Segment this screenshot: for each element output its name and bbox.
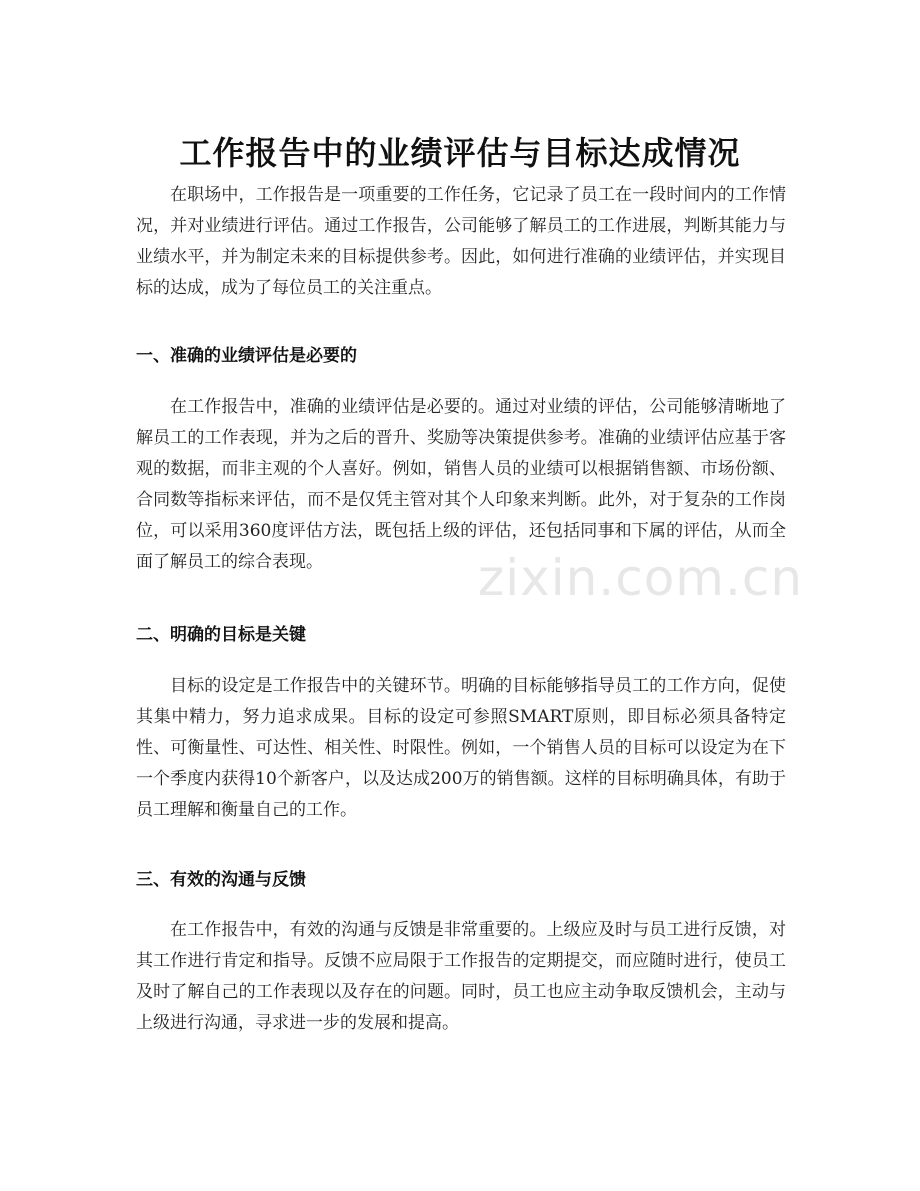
document-title: 工作报告中的业绩评估与目标达成情况 (179, 134, 741, 173)
section-1-body: 在工作报告中，准确的业绩评估是必要的。通过对业绩的评估，公司能够清晰地了解员工的工作表现，并为之后的晋升、奖励等决策提供参考。准确的业绩评估应基于客观的数据，而非主观的个人喜好。例如，销售人员的业绩可以根据销售额、市场份额、合同数等指标来评估，而不是仅凭主管对其个人印象来判断。此外，对于复杂的工作岗位，可以采用360度评估方法，既包括上级的评估，还包括同事和下属的评估，从而全面了解员工的综合表现。 (136, 397, 786, 572)
watermark-text: zixin.com.cn (478, 549, 804, 607)
section-2-heading: 二、明确的目标是关键 (136, 625, 306, 645)
intro-paragraph: 在职场中，工作报告是一项重要的工作任务，它记录了员工在一段时间内的工作情况，并对业绩进行评估。通过工作报告，公司能够了解员工的工作进展，判断其能力与业绩水平，并为制定未来的目标提供参考。因此，如何进行准确的业绩评估，并实现目标的达成，成为了每位员工的关注重点。 (136, 185, 786, 298)
section-2-body: 目标的设定是工作报告中的关键环节。明确的目标能够指导员工的工作方向，促使其集中精力，努力追求成果。目标的设定可参照SMART原则，即目标必须具备特定性、可衡量性、可达性、相关性、时限性。例如，一个销售人员的目标可以设定为在下一个季度内获得10个新客户，以及达成200万的销售额。这样的目标明确具体，有助于员工理解和衡量自己的工作。 (136, 676, 786, 820)
section-3-body: 在工作报告中，有效的沟通与反馈是非常重要的。上级应及时与员工进行反馈，对其工作进行肯定和指导。反馈不应局限于工作报告的定期提交，而应随时进行，使员工及时了解自己的工作表现以及存在的问题。同时，员工也应主动争取反馈机会，主动与上级进行沟通，寻求进一步的发展和提高。 (136, 920, 786, 1033)
section-1-heading: 一、准确的业绩评估是必要的 (136, 346, 357, 366)
section-3-heading: 三、有效的沟通与反馈 (136, 870, 306, 890)
